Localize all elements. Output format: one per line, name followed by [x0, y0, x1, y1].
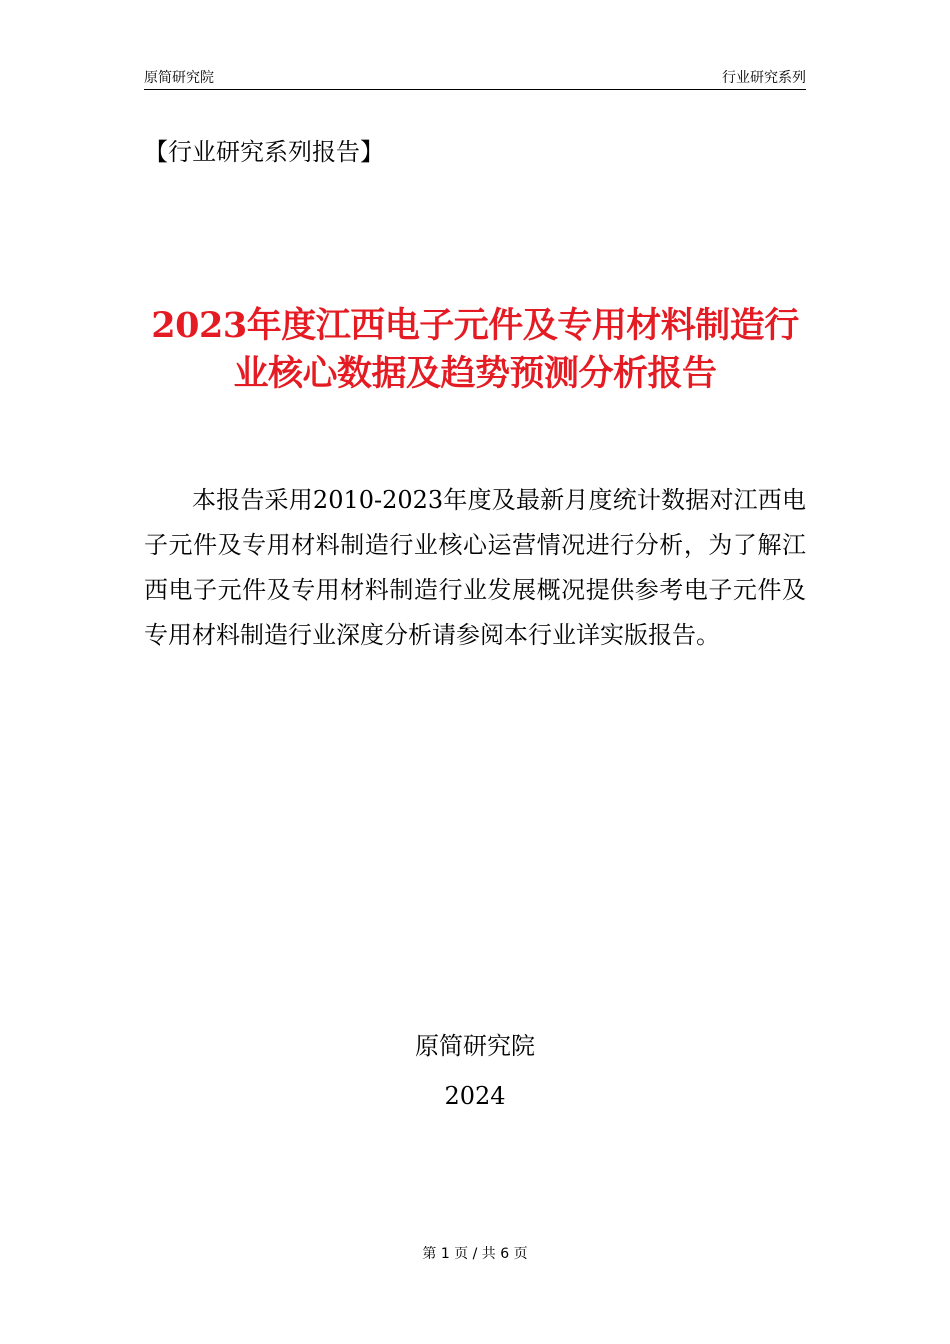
report-title: 2023年度江西电子元件及专用材料制造行业核心数据及趋势预测分析报告 [151, 305, 799, 394]
publish-year: 2024 [444, 1082, 506, 1110]
header-series-name: 行业研究系列 [722, 70, 806, 86]
series-label: 【行业研究系列报告】 [144, 138, 384, 166]
page-indicator: 第 1 页 / 共 6 页 [422, 1246, 528, 1262]
report-abstract: 本报告采用2010-2023年度及最新月度统计数据对江西电子元件及专用材料制造行业核心运营情况进行分析，为了解江西电子元件及专用材料制造行业发展概况提供参考电子元件及专用材料制造行业深度分析请参阅本行业详实版报告。 [144, 486, 806, 649]
header-org-name: 原简研究院 [144, 70, 214, 86]
publisher-name: 原简研究院 [415, 1032, 535, 1060]
header-divider [144, 89, 806, 90]
